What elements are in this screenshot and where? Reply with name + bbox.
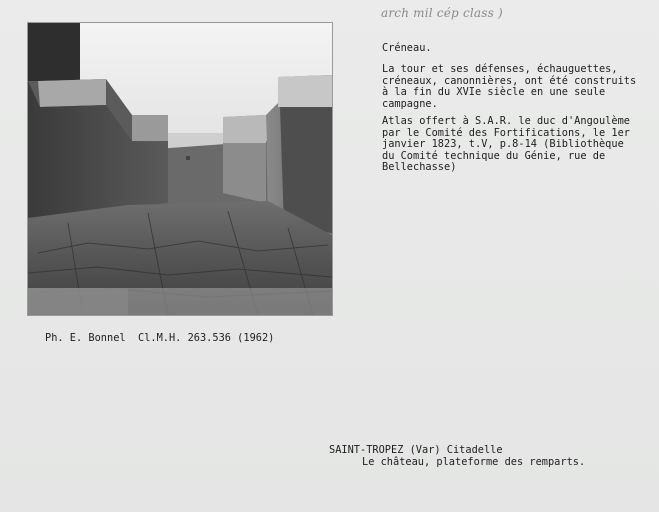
paragraph-line: La tour et ses défenses, échauguettes,: [382, 63, 618, 75]
handwritten-archive-note: arch mil cép class ): [381, 6, 503, 20]
caption-subject: Le château, plateforme des remparts.: [362, 455, 586, 468]
description-paragraph: [382, 64, 652, 110]
paragraph-line: Atlas offert à S.A.R. le duc d'Angoulème: [382, 115, 630, 127]
paragraph-line: janvier 1823, t.V, p.8-14 (Bibliothèque: [382, 138, 624, 150]
source-paragraph: [382, 116, 652, 174]
paragraph-line: par le Comité des Fortifications, le 1er: [382, 126, 630, 139]
caption-location: SAINT-TROPEZ (Var) Citadelle: [329, 444, 503, 456]
paragraph-line: du Comité technique du Génie, rue de: [382, 149, 606, 162]
photo-credit: Ph. E. Bonnel Cl.M.H. 263.536 (1962): [45, 332, 275, 344]
rampart-photo-image: [28, 23, 332, 315]
location-caption: [329, 445, 585, 468]
rampart-photo: [27, 22, 333, 316]
paragraph-line: créneaux, canonnières, ont été construits: [382, 74, 637, 87]
paragraph-line: à la fin du XVIe siècle en une seule: [382, 86, 606, 98]
paragraph-line: campagne.: [382, 97, 438, 110]
paragraph-line: Bellechasse): [382, 161, 457, 173]
document-title: Créneau.: [382, 42, 432, 54]
